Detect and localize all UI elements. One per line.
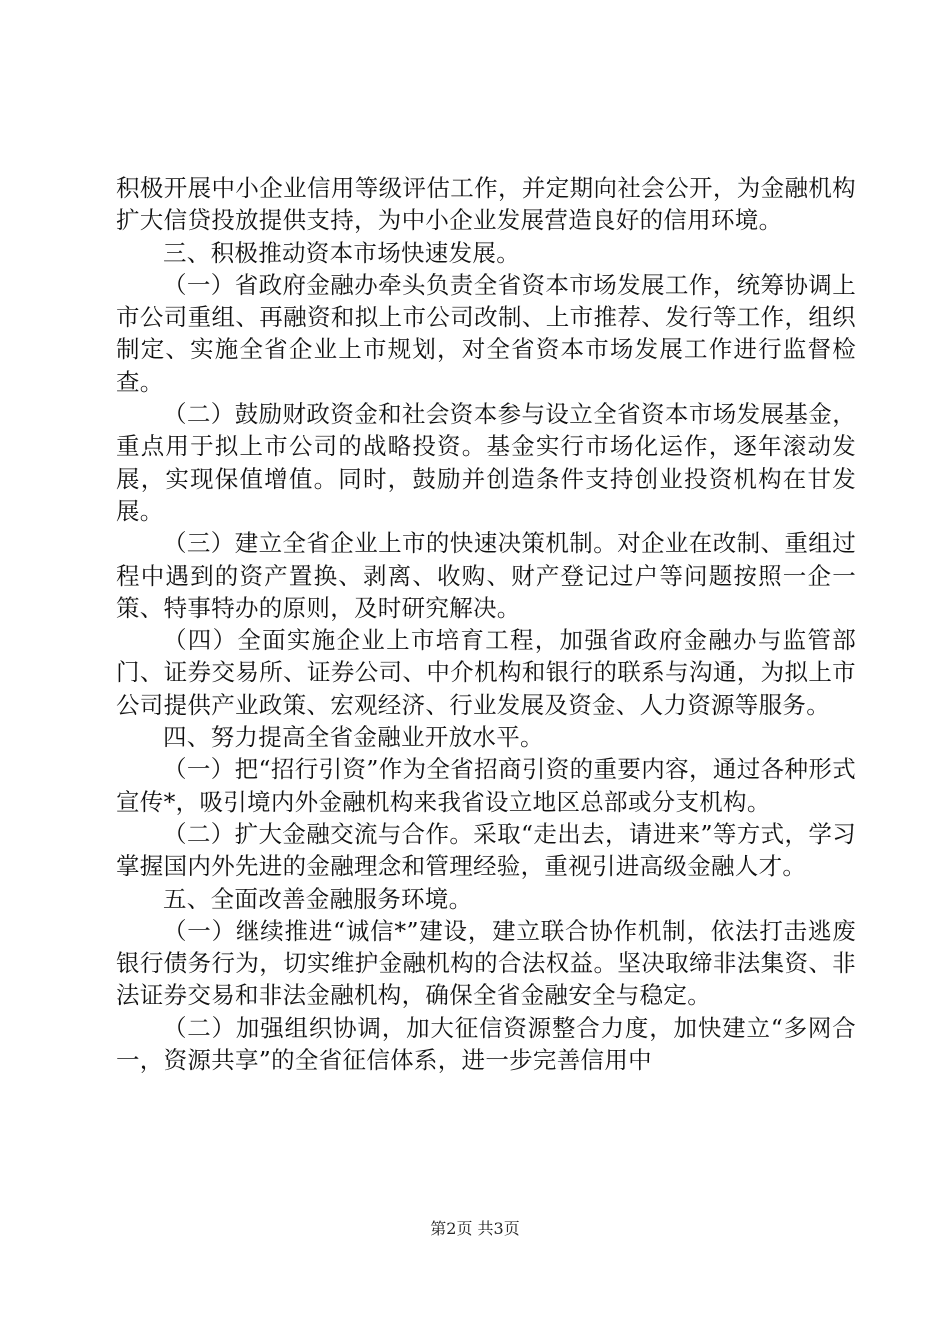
paragraph: （二）加强组织协调，加大征信资源整合力度，加快建立“多网合一，资源共享”的全省征信体系，进一步完善信用中 [116,1013,856,1075]
page-number-footer: 第2页 共3页 [430,1219,520,1238]
section-heading: 三、积极推动资本市场快速发展。 [163,238,520,267]
paragraph: （四）全面实施企业上市培育工程，加强省政府金融办与监管部门、证券交易所、证券公司、中介机构和银行的联系与沟通，为拟上市公司提供产业政策、宏观经济、行业发展及资金、人力资源等服务。 [116,626,856,719]
document-body [116,172,856,1076]
paragraph: （一）省政府金融办牵头负责全省资本市场发展工作，统筹协调上市公司重组、再融资和拟上市公司改制、上市推荐、发行等工作，组织制定、实施全省企业上市规划，对全省资本市场发展工作进行监督检查。 [116,270,856,396]
paragraph: 积极开展中小企业信用等级评估工作，并定期向社会公开，为金融机构扩大信贷投放提供支持，为中小企业发展营造良好的信用环境。 [116,174,856,235]
paragraph: （二）扩大金融交流与合作。采取“走出去，请进来”等方式，学习掌握国内外先进的金融理念和管理经验，重视引进高级金融人才。 [116,819,856,881]
section-heading: 四、努力提高全省金融业开放水平。 [163,723,544,752]
paragraph: （三）建立全省企业上市的快速决策机制。对企业在改制、重组过程中遇到的资产置换、剥离、收购、财产登记过户等问题按照一企一策、特事特办的原则，及时研究解决。 [116,529,856,622]
section-heading: 五、全面改善金融服务环境。 [163,884,473,913]
paragraph: （一）继续推进“诚信*”建设，建立联合协作机制，依法打击逃废银行债务行为，切实维护金融机构的合法权益。坚决取缔非法集资、非法证券交易和非法金融机构，确保全省金融安全与稳定。 [116,916,856,1010]
paragraph: （一）把“招行引资”作为全省招商引资的重要内容，通过各种形式宣传*，吸引境内外金融机构来我省设立地区总部或分支机构。 [116,755,856,816]
paragraph: （二）鼓励财政资金和社会资本参与设立全省资本市场发展基金，重点用于拟上市公司的战略投资。基金实行市场化运作，逐年滚动发展，实现保值增值。同时，鼓励并创造条件支持创业投资机构在甘发展。 [116,400,856,525]
